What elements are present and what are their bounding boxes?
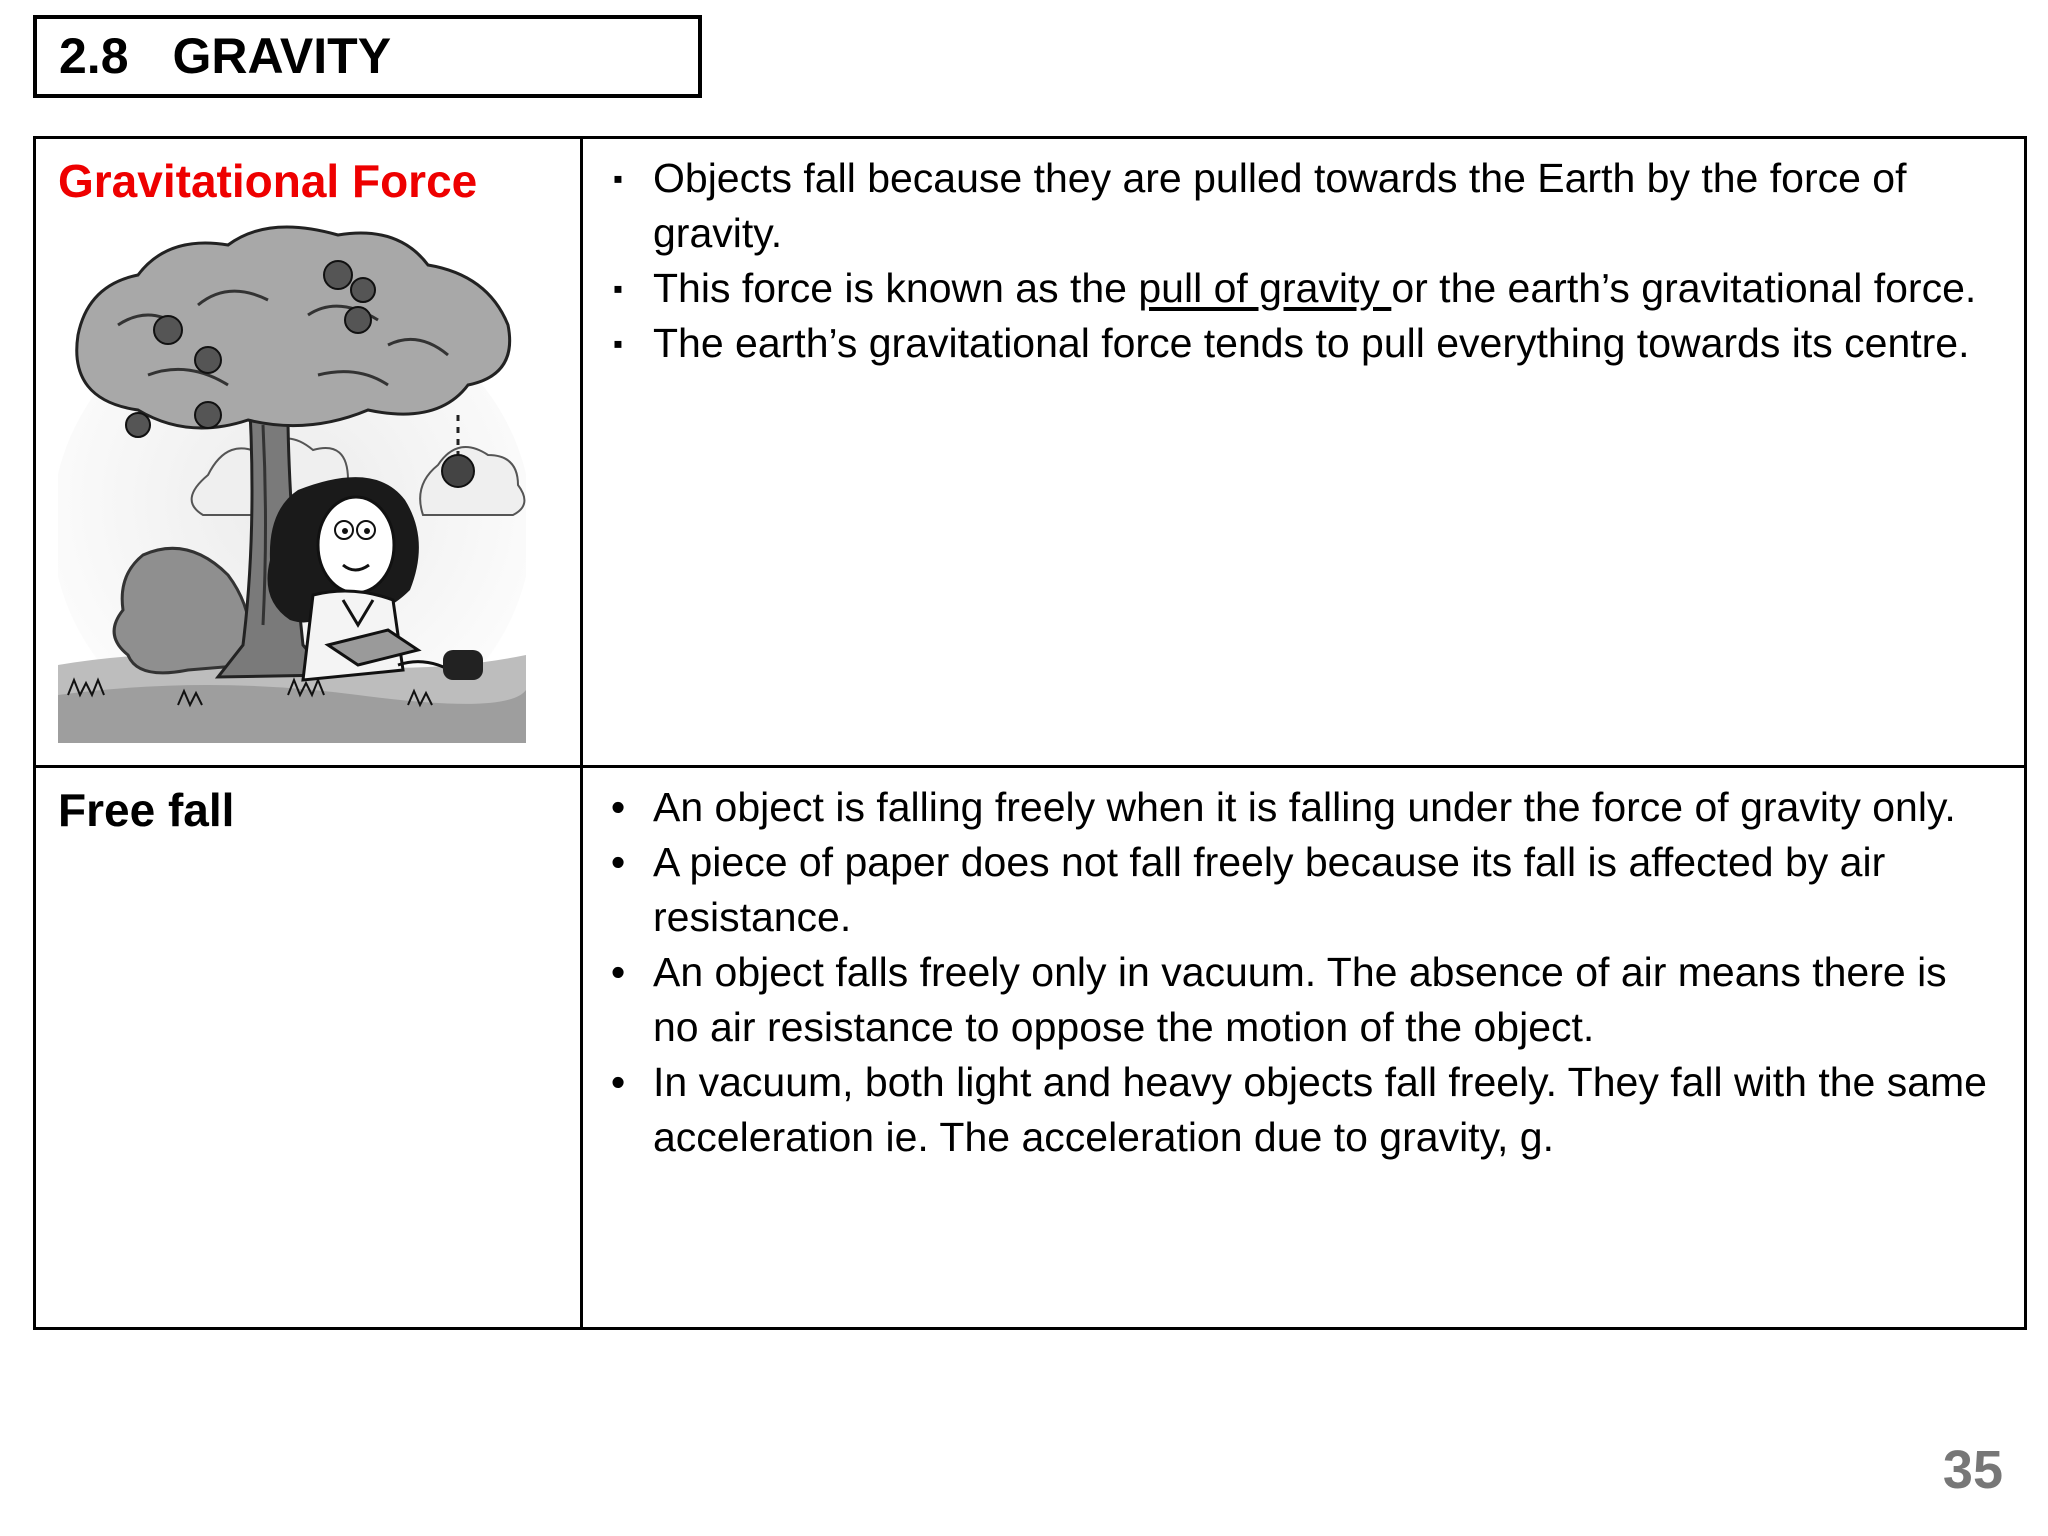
list-item: • An object falls freely only in vacuum. The absence of air means there is no air resistance to oppose the motion of the object. <box>603 945 2002 1055</box>
gravitational-force-points <box>603 151 2002 371</box>
section-heading: GRAVITY <box>172 28 392 84</box>
list-item: ▪ Objects fall because they are pulled towards the Earth by the force of gravity. <box>603 151 2002 261</box>
square-bullet-icon: ▪ <box>613 273 623 304</box>
dot-bullet-icon: • <box>610 949 626 995</box>
list-item: ▪ The earth’s gravitational force tends to pull everything towards its centre. <box>603 316 2002 371</box>
term-cell <box>35 767 582 1329</box>
dot-bullet-icon: • <box>610 784 626 830</box>
newton-under-apple-tree-illustration <box>58 225 526 743</box>
term-free-fall: Free fall <box>58 784 235 836</box>
underlined-term: pull of gravity <box>1138 265 1392 311</box>
list-item: • An object is falling freely when it is falling under the force of gravity only. <box>603 780 2002 835</box>
section-title <box>33 15 702 98</box>
description-cell <box>582 767 2026 1329</box>
list-item: • In vacuum, both light and heavy objects fall freely. They fall with the same acceleration ie. The acceleration due to gravity, g. <box>603 1055 2002 1165</box>
term-gravitational-force: Gravitational Force <box>58 155 478 207</box>
free-fall-points <box>603 780 2002 1165</box>
description-cell <box>582 138 2026 767</box>
dot-bullet-icon: • <box>610 839 626 885</box>
dot-bullet-icon: • <box>610 1059 626 1105</box>
table-row <box>35 767 2026 1329</box>
term-cell <box>35 138 582 767</box>
content-table <box>33 136 2027 1330</box>
square-bullet-icon: ▪ <box>613 328 623 359</box>
list-item: • A piece of paper does not fall freely because its fall is affected by air resistance. <box>603 835 2002 945</box>
table-row <box>35 138 2026 767</box>
square-bullet-icon: ▪ <box>613 163 623 194</box>
list-item: ▪ This force is known as the pull of gravity or the earth’s gravitational force. <box>603 261 2002 316</box>
page-number: 35 <box>1942 1440 2003 1500</box>
section-number: 2.8 <box>59 28 129 84</box>
